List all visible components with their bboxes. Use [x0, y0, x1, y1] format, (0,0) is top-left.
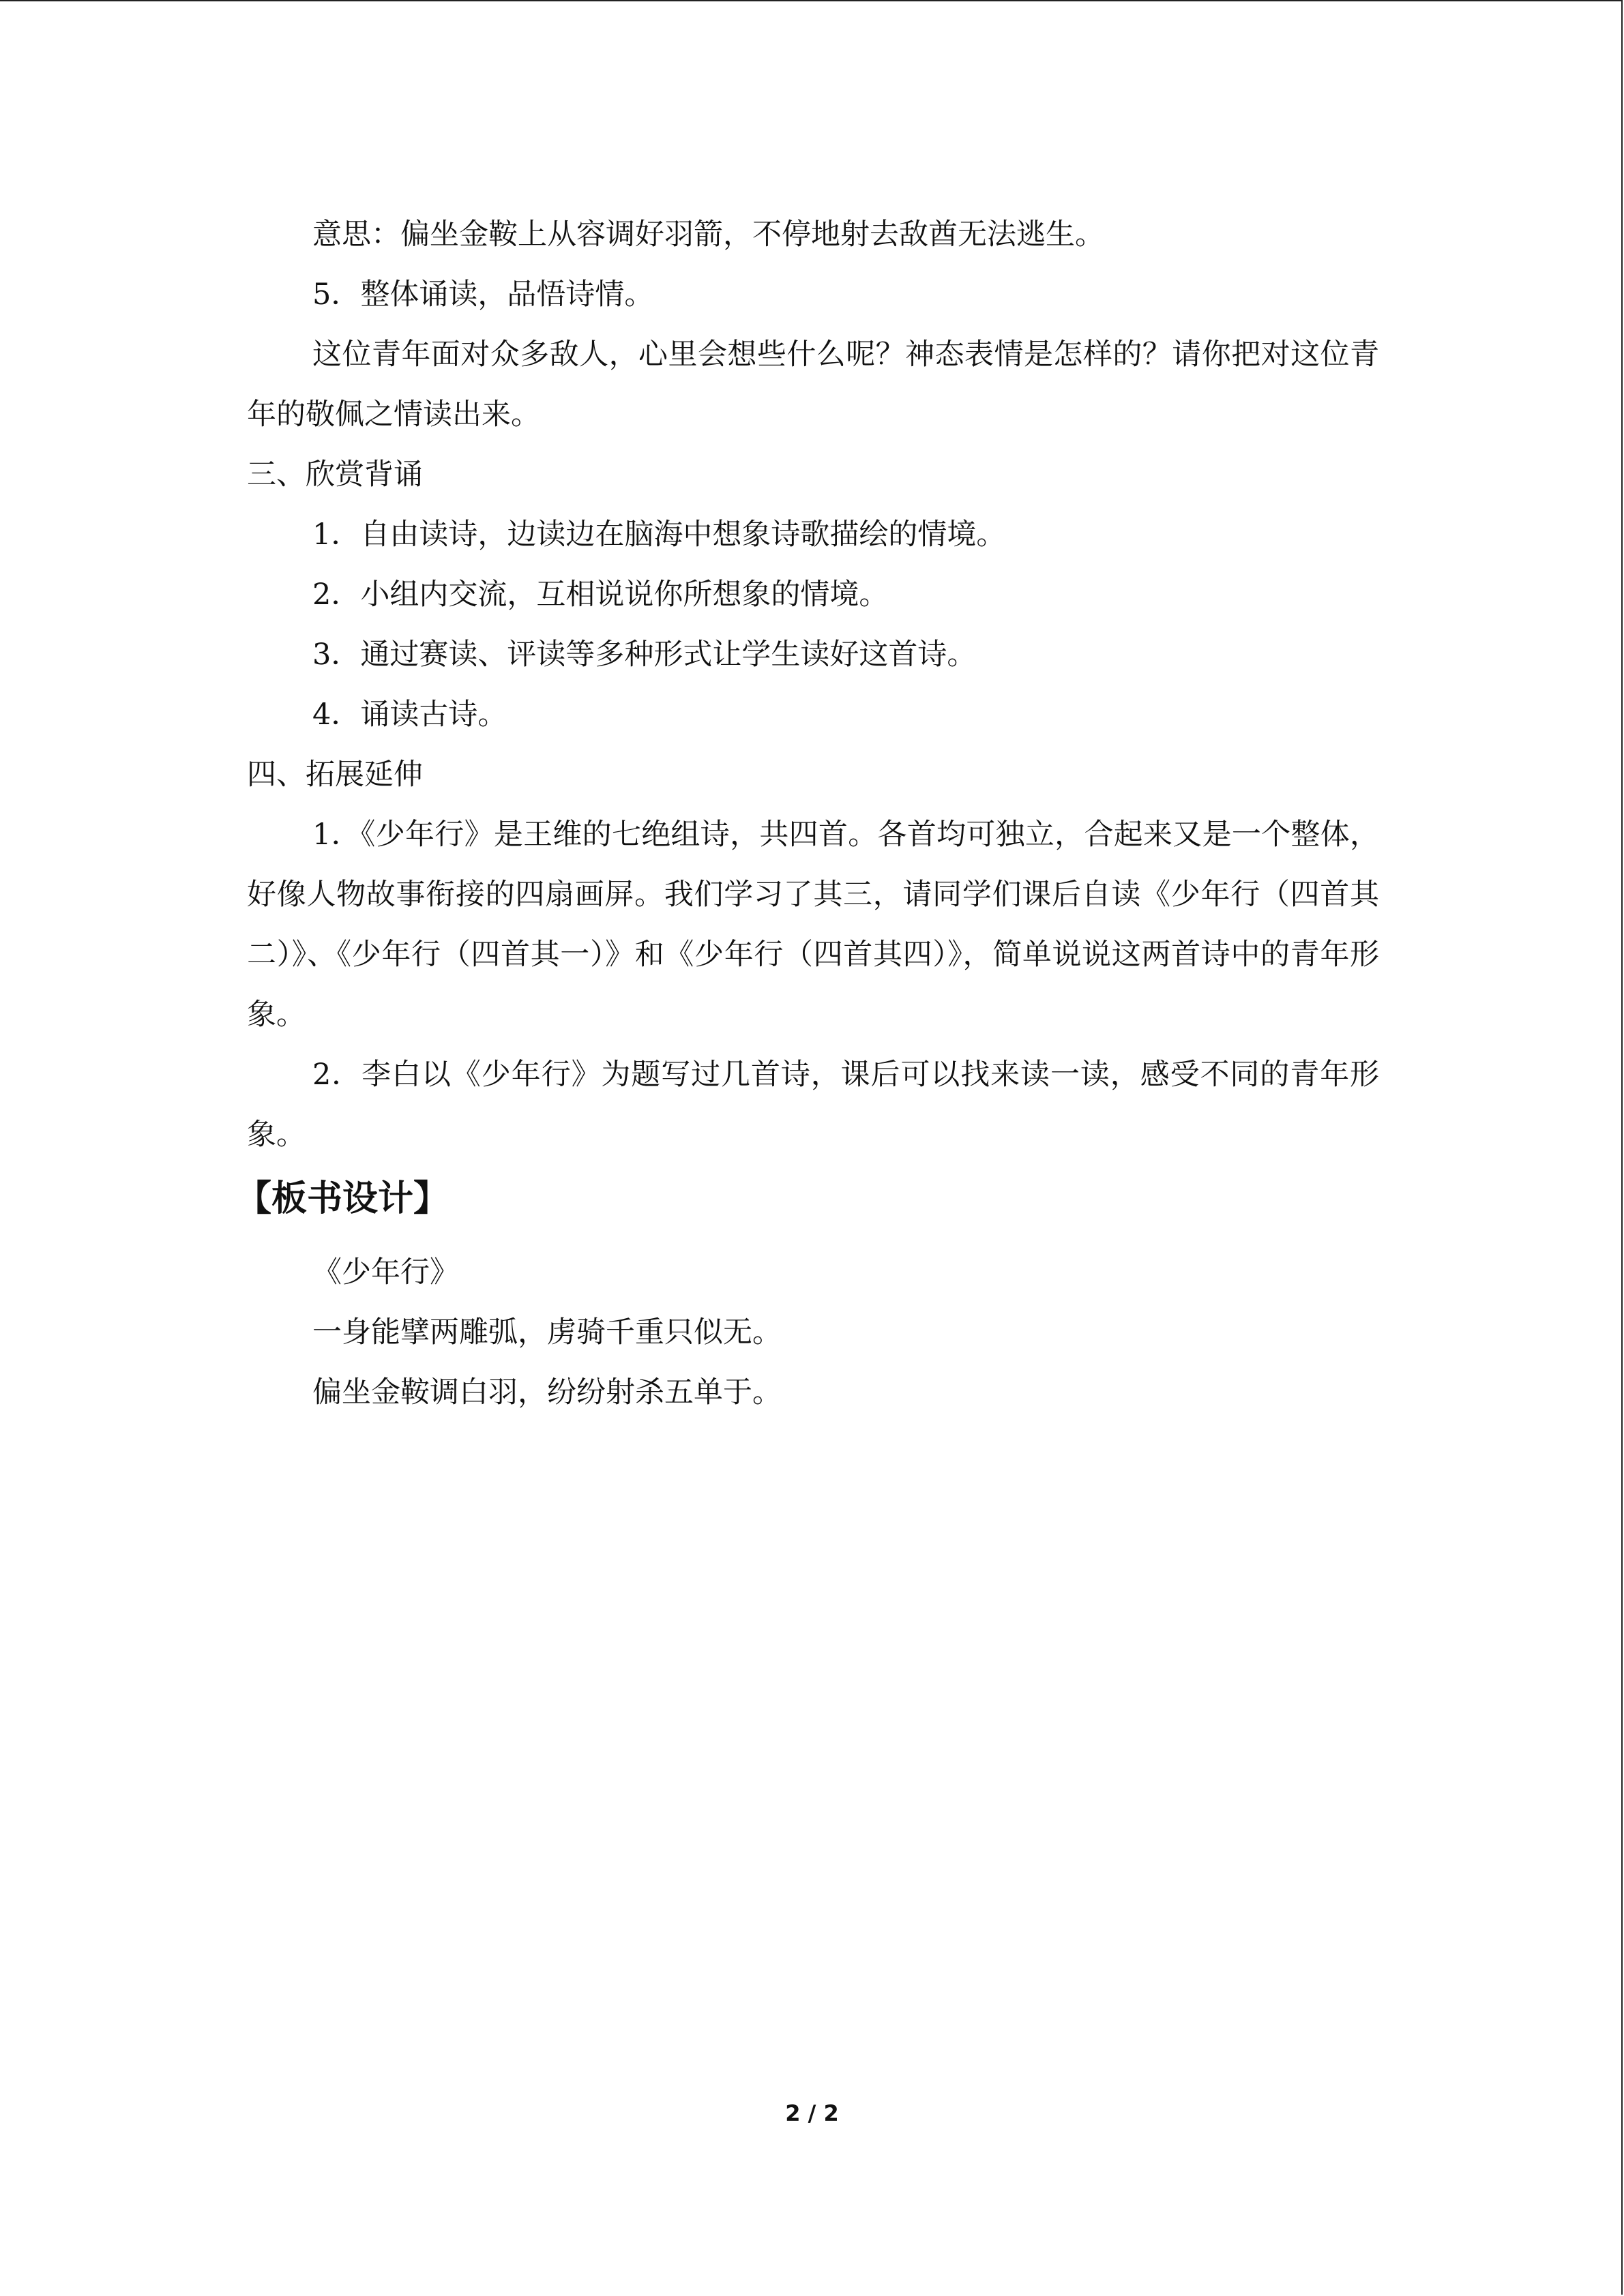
paragraph-question: 这位青年面对众多敌人，心里会想些什么呢？神态表情是怎样的？请你把对这位青年的敬佩之情读出来。: [247, 338, 1379, 432]
list-item: 1．自由读诗，边读边在脑海中想象诗歌描绘的情境。: [312, 518, 1006, 552]
board-poem-line: 一身能擘两雕弧，虏骑千重只似无。: [312, 1315, 782, 1350]
page-number: 2 / 2: [785, 2100, 839, 2126]
list-item: 2．李白以《少年行》为题写过几首诗，课后可以找来读一读，感受不同的青年形象。: [247, 1058, 1379, 1152]
board-poem-title: 《少年行》: [312, 1255, 459, 1289]
board-poem-line: 偏坐金鞍调白羽，纷纷射杀五单于。: [312, 1375, 782, 1410]
section-title-appreciate: 三、欣赏背诵: [247, 458, 423, 492]
document-body: [236, 205, 1379, 1422]
list-item: 4．诵读古诗。: [312, 698, 507, 732]
list-item: 2．小组内交流，互相说说你所想象的情境。: [312, 578, 889, 612]
list-item: 3．通过赛读、评读等多种形式让学生读好这首诗。: [312, 638, 977, 672]
board-design-heading: 【板书设计】: [236, 1178, 449, 1219]
paragraph-step-5: 5．整体诵读，品悟诗情。: [312, 278, 654, 312]
list-item: 1．《少年行》是王维的七绝组诗，共四首。各首均可独立，合起来又是一个整体，好像人物故事衔接的四扇画屏。我们学习了其三，请同学们课后自读《少年行（四首其二）》、《少年行（四首其一）》和《少年行（四首其四）》，简单说说这两首诗中的青年形象。: [247, 818, 1379, 1032]
paragraph-meaning: 意思：偏坐金鞍上从容调好羽箭，不停地射去敌酋无法逃生。: [312, 218, 1104, 252]
section-title-extension: 四、拓展延伸: [247, 758, 423, 792]
